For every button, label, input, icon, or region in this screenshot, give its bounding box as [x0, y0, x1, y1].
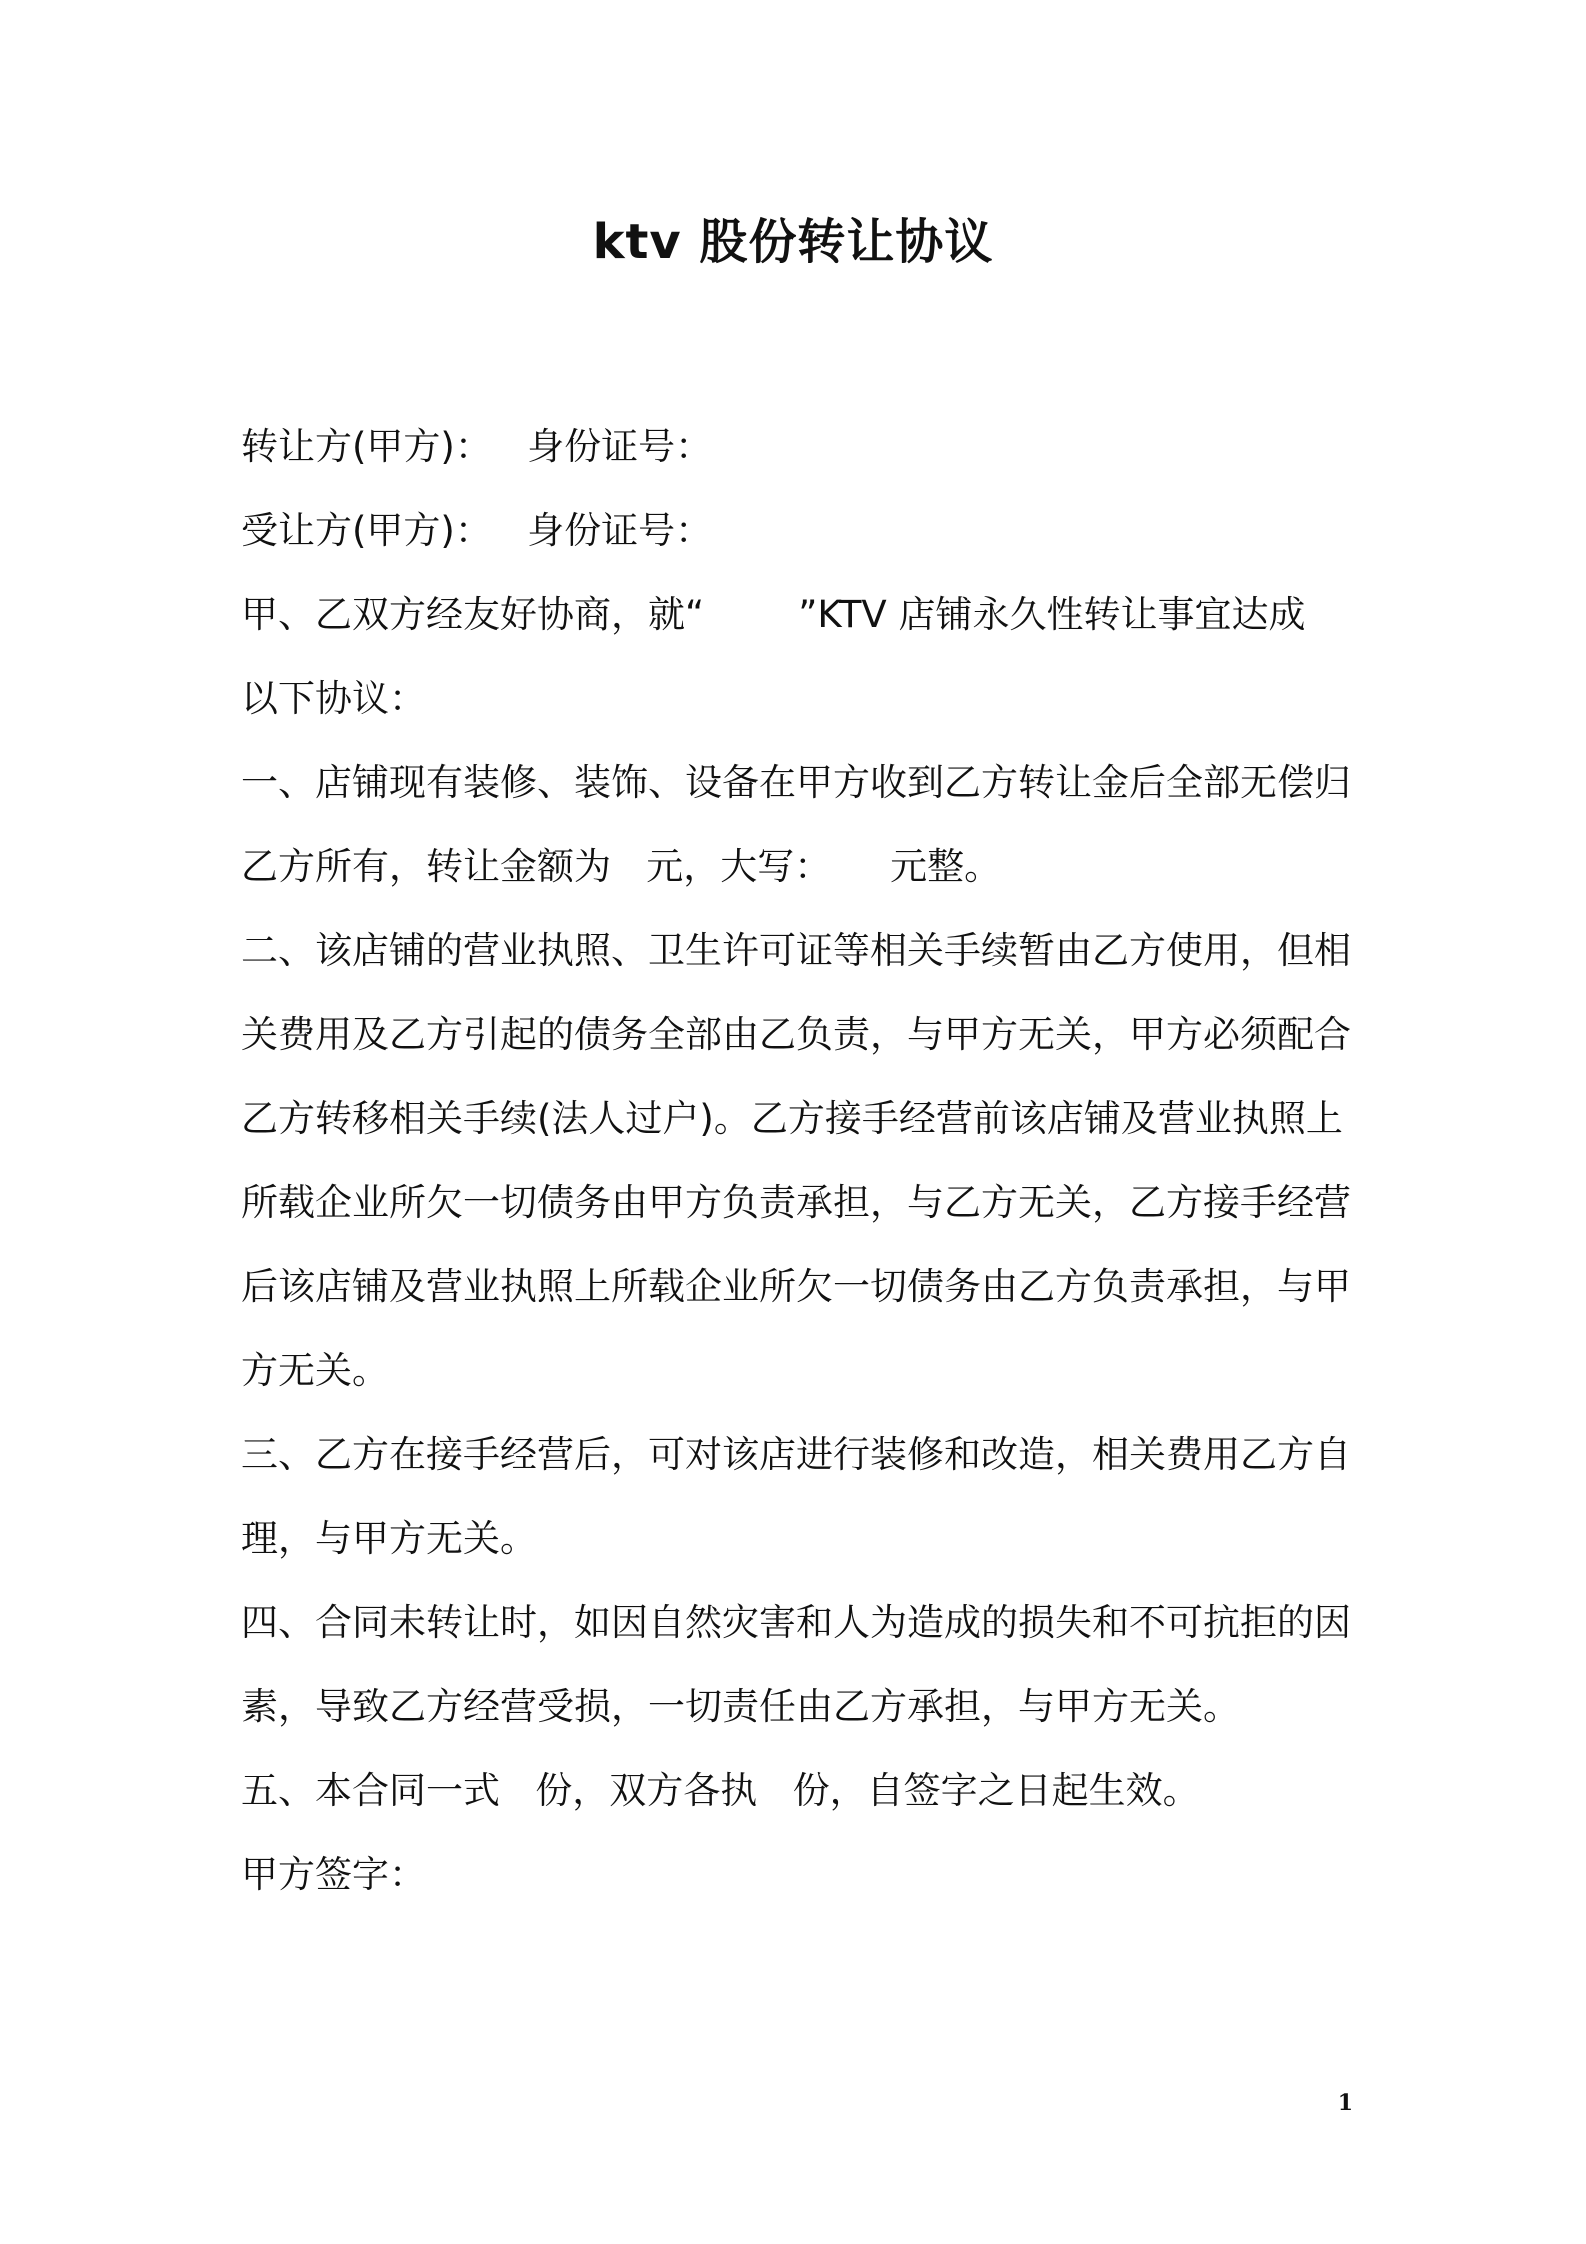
party-a-signature-line: 甲方签字： — [241, 1853, 426, 1896]
clause-4-line-1: 四、合同未转让时，如因自然灾害和人为造成的损失和不可抗拒的因 — [241, 1601, 1351, 1644]
preamble-line-2: 以下协议： — [241, 677, 426, 720]
document-title: ktv 股份转让协议 — [592, 214, 994, 270]
clause-1-line-2: 乙方所有，转让金额为 元，大写： 元整。 — [241, 845, 1002, 888]
clause-2-line-2: 关费用及乙方引起的债务全部由乙负责，与甲方无关，甲方必须配合 — [241, 1013, 1351, 1056]
transferee-id-line: 受让方(甲方)： 身份证号： — [241, 509, 713, 552]
clause-2-line-4: 所载企业所欠一切债务由甲方负责承担，与乙方无关，乙方接手经营 — [241, 1181, 1351, 1224]
page-number: 1 — [1337, 2090, 1353, 2116]
clause-3-line-1: 三、乙方在接手经营后，可对该店进行装修和改造，相关费用乙方自 — [241, 1433, 1351, 1476]
transferor-id-line: 转让方(甲方)： 身份证号： — [241, 425, 713, 468]
clause-5-line: 五、本合同一式 份，双方各执 份，自签字之日起生效。 — [241, 1769, 1200, 1812]
clause-3-line-2: 理，与甲方无关。 — [241, 1517, 537, 1560]
preamble-line-1: 甲、乙双方经友好协商，就“ ”KTV 店铺永久性转让事宜达成 — [241, 593, 1306, 636]
clause-2-line-1: 二、该店铺的营业执照、卫生许可证等相关手续暂由乙方使用，但相 — [241, 929, 1351, 972]
agreement-body — [241, 405, 1351, 1917]
clause-2-line-3: 乙方转移相关手续(法人过户)。乙方接手经营前该店铺及营业执照上 — [241, 1097, 1343, 1140]
clause-4-line-2: 素，导致乙方经营受损，一切责任由乙方承担，与甲方无关。 — [241, 1685, 1240, 1728]
clause-1-line-1: 一、店铺现有装修、装饰、设备在甲方收到乙方转让金后全部无偿归 — [241, 761, 1351, 804]
clause-2-line-6: 方无关。 — [241, 1349, 389, 1392]
clause-2-line-5: 后该店铺及营业执照上所载企业所欠一切债务由乙方负责承担，与甲 — [241, 1265, 1351, 1308]
